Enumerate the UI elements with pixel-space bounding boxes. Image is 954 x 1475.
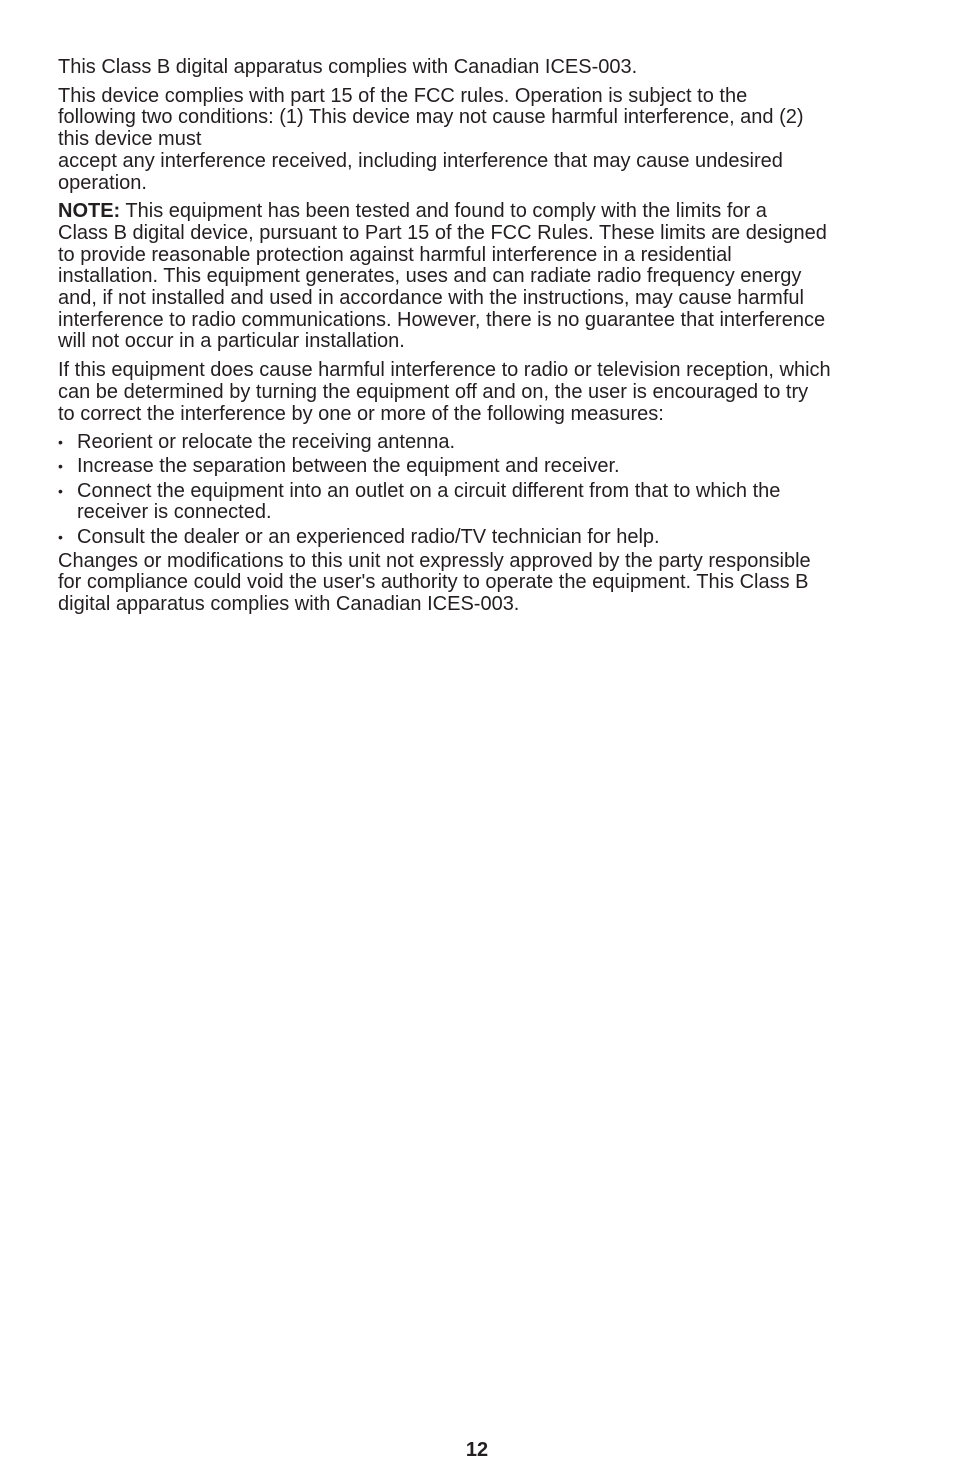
bullet-icon: • [58,482,63,499]
note-paragraph [58,201,908,353]
list-item [58,481,908,524]
text-line: This Class B digital apparatus complies with Canadian ICES-003. [58,56,638,78]
text-line: and, if not installed and used in accordance with the instructions, may cause harmful [58,287,804,310]
text-line: will not occur in a particular installation. [58,330,405,353]
text-line: operation. [58,171,147,194]
text-line: interference to radio communications. However, there is no guarantee that interference [58,308,826,331]
page-number: 12 [465,1439,489,1461]
text-line: Consult the dealer or an experienced radio/TV technician for help. [77,525,660,548]
text-line: to correct the interference by one or more of the following measures: [58,402,664,425]
text-line: accept any interference received, including interference that may cause undesired [58,149,783,172]
list-item [58,432,908,454]
fcc-part15-paragraph [58,86,908,195]
modifications-warning-paragraph [58,551,908,616]
text-line: can be determined by turning the equipment off and on, the user is encouraged to try [58,380,809,403]
text-line: Connect the equipment into an outlet on a circuit different from that to which the [77,479,781,502]
text-line: Changes or modifications to this unit not expressly approved by the party responsible [58,549,811,572]
measures-list [58,432,908,548]
text-line: this device must [58,128,202,151]
text-line: for compliance could void the user's authority to operate the equipment. This Class B [58,571,809,594]
list-item [58,456,908,478]
text-line: following two conditions: (1) This device may not cause harmful interference, and (2) [58,106,804,129]
text-line: This device complies with part 15 of the FCC rules. Operation is subject to the [58,84,748,107]
ices-compliance-paragraph [58,57,908,79]
text-line: If this equipment does cause harmful interference to radio or television reception, which [58,359,831,382]
note-label: NOTE: [58,200,121,223]
bullet-icon: • [58,528,63,545]
text-line: Reorient or relocate the receiving antenna. [77,431,456,454]
bullet-icon: • [58,434,63,451]
text-line: installation. This equipment generates, uses and can radiate radio frequency energy [58,265,802,288]
document-body [58,57,908,623]
text-line: digital apparatus complies with Canadian ICES-003. [58,593,520,616]
text-line: Increase the separation between the equipment and receiver. [77,455,620,478]
text-line: receiver is connected. [77,501,272,524]
bullet-icon: • [58,458,63,475]
interference-measures-intro [58,360,908,425]
list-item [58,527,908,549]
text-line: to provide reasonable protection against harmful interference in a residential [58,243,732,266]
text-line: Class B digital device, pursuant to Part 15 of the FCC Rules. These limits are designed [58,221,827,244]
note-text: This equipment has been tested and found to comply with the limits for a [120,200,767,223]
text-line [58,201,908,223]
